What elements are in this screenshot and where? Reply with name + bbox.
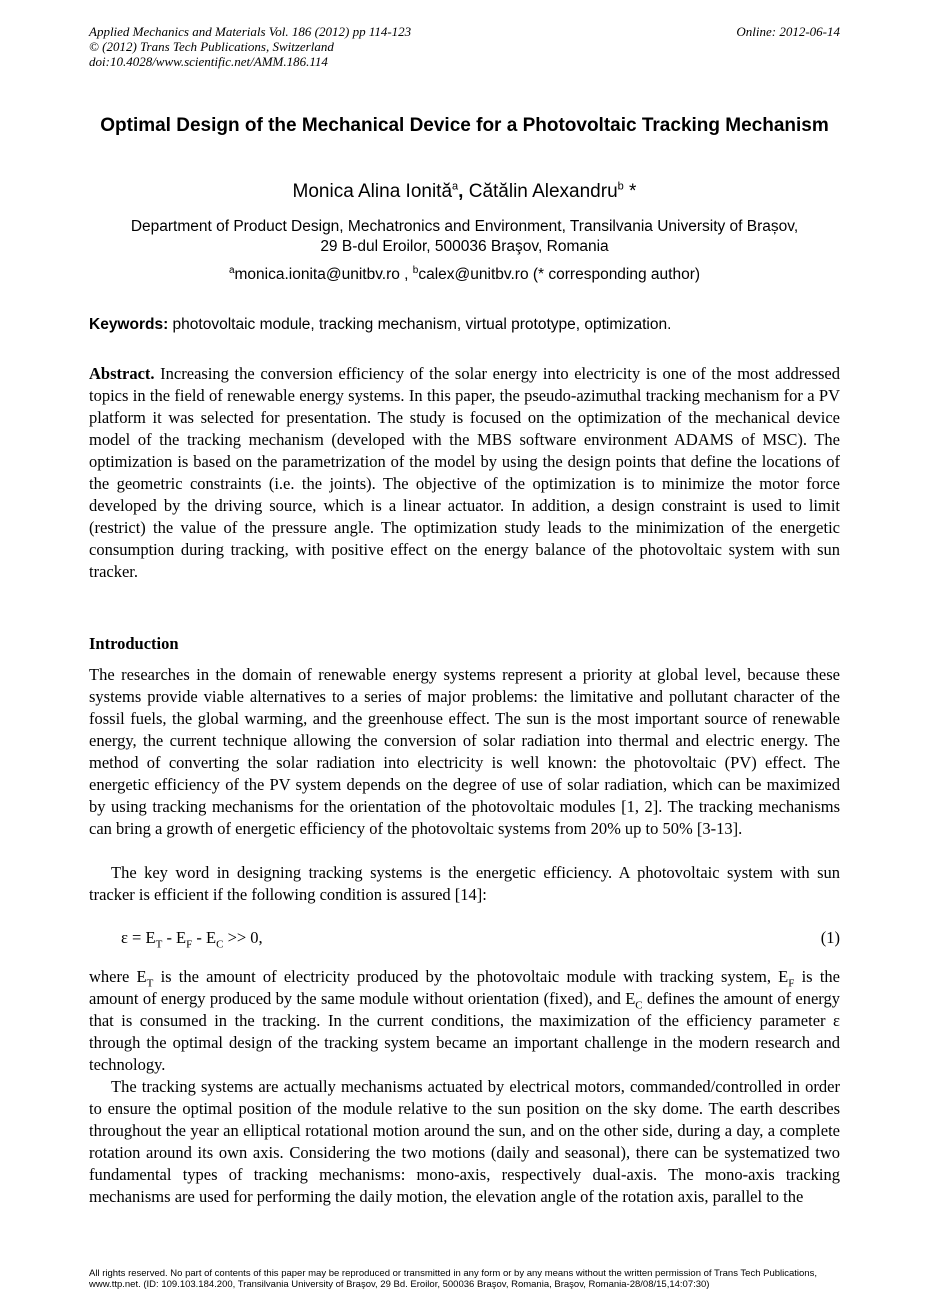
eq-part: >> 0, [223,928,263,947]
introduction-where-paragraph [89,966,840,1076]
copyright-line: © (2012) Trans Tech Publications, Switzerland [89,39,334,54]
keywords [89,315,840,335]
affiliation [89,217,840,257]
introduction-paragraph-2: The key word in designing tracking systems is the energetic efficiency. A photovoltaic system with sun tracker is efficient if the following condition is assured [14]: [89,863,840,904]
where-part: where E [89,967,147,986]
keywords-text: photovoltaic module, tracking mechanism, virtual prototype, optimization. [168,316,672,333]
abstract-text: Increasing the conversion efficiency of the solar energy into electricity is one of the most addressed topics in the field of renewable energy systems. In this paper, the pseudo-azimuthal tracking mechanism for a PV platform it was selected for presentation. The study is focused on the optimization of the mechanical device model of the tracking mechanism (developed with the MBS software environment ADAMS of MSC). The optimization is based on the parametrization of the model by using the design points that define the locations of the geometric constraints (i.e. the joints). The objective of the optimization is to minimize the motor force developed by the driving source, which is a linear actuator. In addition, a design constraint is used to limit (restrict) the value of the pressure angle. The optimization study leads to the minimization of the energetic consumption during tracking, with positive effect on the energy balance of the photovoltaic system with sun tracker. [89,364,840,581]
eq-sub-f: F [186,938,193,951]
email-a-mark: a [228,264,235,276]
abstract [89,363,840,583]
section-heading-introduction: Introduction [89,634,179,653]
where-part: is the amount of energy produced by the same module without orientation (fixed), and E [89,967,840,1008]
corresponding-star: * [623,181,637,202]
journal-header [89,24,840,69]
paper-title: Optimal Design of the Mechanical Device for a Photovoltaic Tracking Mechanism [100,115,829,136]
email-b: calex@unitbv.ro (* corresponding author) [418,266,701,283]
eq-part: ε = E [121,928,156,947]
author-list [89,180,840,204]
introduction-paragraph-1: The researches in the domain of renewable energy systems represent a priority at global level, because these systems provide viable alternatives to a series of major problems: the limitative and pollutant character of the fossil fuels, the global warming, and the greenhouse effect. The sun is the most important source of renewable energy, the current technique allowing the conversion of solar radiation into thermal and electric energy. The method of converting the solar radiation into electricity is well known: the photovoltaic (PV) effect. The energetic efficiency of the PV system depends on the degree of use of solar radiation, which can be maximized by using tracking mechanisms for the orientation of the photovoltaic modules [1, 2]. The tracking mechanisms can bring a growth of energetic efficiency of the photovoltaic systems from 20% up to 50% [3-13]. [89,665,840,838]
journal-citation: Applied Mechanics and Materials Vol. 186 (2012) pp 114-123 [89,24,412,39]
eq-sub-t: T [155,938,163,951]
affiliation-line-2: 29 B-dul Eroilor, 500036 Braşov, Romania [320,238,609,255]
email-a: monica.ionita@unitbv.ro , [234,266,413,283]
eq-sub-c: C [216,938,224,951]
where-part: defines the amount of energy that is consumed in the tracking. In the current conditions, the maximization of the efficiency parameter ε through the optimal design of the tracking system became an important challenge in the modern research and technology. [89,989,841,1074]
doi-line: doi:10.4028/www.scientific.net/AMM.186.114 [89,54,328,69]
abstract-label: Abstract. [89,364,155,383]
author-2: Cătălin Alexandru [468,181,618,202]
equation-expression [121,927,263,949]
email-b-mark: b [412,264,419,276]
eq-part: - E [162,928,187,947]
eq-part: - E [192,928,217,947]
where-sub-t: T [146,977,154,990]
author-separator: , [458,181,469,202]
keywords-label: Keywords: [89,316,169,333]
where-sub-f: F [788,977,795,990]
online-date: Online: 2012-06-14 [736,24,840,39]
rights-footer: All rights reserved. No part of contents of this paper may be reproduced or transmitted in any form or by any means without the written permission of Trans Tech Publications, www.ttp.net. (ID: 109.103.184.200, Transilvania University of Braşov, 29 Bd. Eroilor, 500036 Braşov, Romania, Braşov, Romania-28/08/15,14:07:30) [89,1268,817,1290]
author-1: Monica Alina Ionită [292,181,453,202]
affiliation-line-1: Department of Product Design, Mechatronics and Environment, Transilvania University of Brașov, [130,218,799,235]
where-sub-c: C [635,999,643,1012]
author-emails [89,265,840,285]
author-1-affil-mark: a [452,180,459,193]
introduction-paragraph-3: The tracking systems are actually mechanisms actuated by electrical motors, commanded/controlled in order to ensure the optimal position of the module relative to the sun position on the sky dome. The earth describes throughout the year an elliptical rotational motion around the sun, and on the other side, during a day, a complete rotation around its own axis. Considering the two motions (daily and seasonal), there can be systematized two fundamental types of tracking mechanisms: mono-axis, respectively dual-axis. The mono-axis tracking mechanisms are used for performing the daily motion, the elevation angle of the rotation axis, parallel to the [89,1077,840,1206]
author-2-affil-mark: b [617,180,624,193]
where-part: is the amount of electricity produced by the photovoltaic module with tracking system, E [153,967,789,986]
equation-number: (1) [820,928,840,947]
